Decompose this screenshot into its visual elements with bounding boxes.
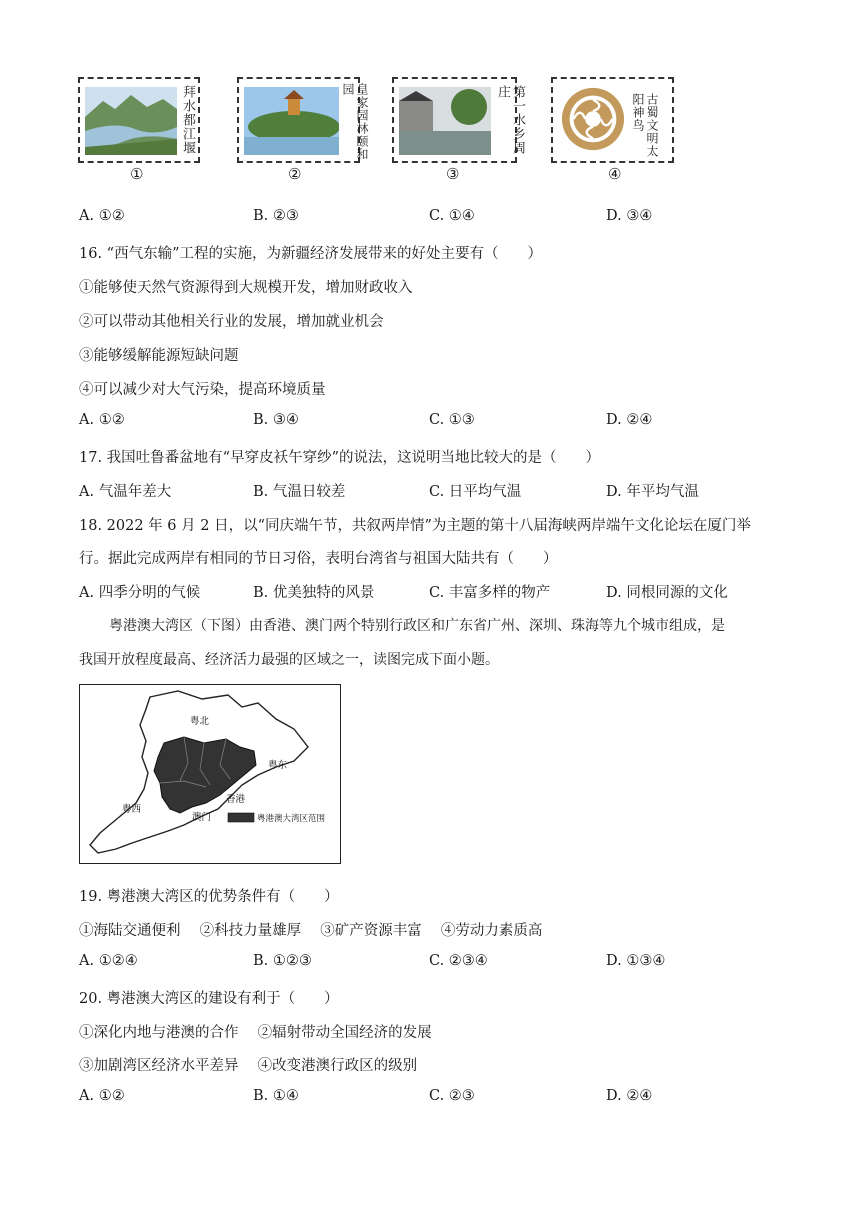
- picture-card-1: [78, 77, 200, 163]
- sun-bird-emblem: [558, 85, 628, 153]
- q16-item-3: ③能够缓解能源短缺问题: [79, 348, 239, 364]
- q16-option-c: C. ①③: [429, 412, 475, 428]
- q18-option-d: D. 同根同源的文化: [606, 585, 728, 601]
- q17-option-b: B. 气温日较差: [253, 484, 346, 500]
- passage-line-1: 粤港澳大湾区（下图）由香港、澳门两个特别行政区和广东省广州、深圳、珠海等九个城市组成，是: [109, 618, 725, 634]
- q18-option-c: C. 丰富多样的物产: [429, 585, 551, 601]
- q20-option-b: B. ①④: [253, 1088, 299, 1104]
- guangdong-map-graphic: [80, 685, 339, 862]
- picture-card-2: [237, 77, 369, 163]
- q20-stem: 20. 粤港澳大湾区的建设有利于（ ）: [79, 991, 339, 1007]
- card-4-number: ④: [608, 165, 622, 183]
- card-3-number: ③: [446, 165, 460, 183]
- q15-option-a: A. ①②: [79, 208, 125, 224]
- card-1-number: ①: [130, 165, 144, 183]
- river-landscape-photo: [85, 87, 177, 155]
- q15-option-c: C. ①④: [429, 208, 475, 224]
- q20-items-line-1: ①深化内地与港澳的合作 ②辐射带动全国经济的发展: [79, 1025, 432, 1041]
- q20-option-c: C. ②③: [429, 1088, 475, 1104]
- q15-option-b: B. ②③: [253, 208, 299, 224]
- q16-option-a: A. ①②: [79, 412, 125, 428]
- card-1-label: 拜水都江堰: [180, 85, 195, 155]
- map-label-xianggang: 香港: [226, 794, 246, 805]
- q18-option-a: A. 四季分明的气候: [79, 585, 201, 601]
- q17-stem: 17. 我国吐鲁番盆地有“早穿皮袄午穿纱”的说法，这说明当地比较大的是（ ）: [79, 450, 600, 466]
- q15-option-d: D. ③④: [606, 208, 653, 224]
- q16-option-b: B. ③④: [253, 412, 299, 428]
- q16-stem: 16. “西气东输”工程的实施，为新疆经济发展带来的好处主要有（ ）: [79, 246, 542, 262]
- q19-option-d: D. ①③④: [606, 953, 666, 969]
- q20-option-a: A. ①②: [79, 1088, 125, 1104]
- q19-items: ①海陆交通便利 ②科技力量雄厚 ③矿产资源丰富 ④劳动力素质高: [79, 923, 543, 939]
- q18-option-b: B. 优美独特的风景: [253, 585, 375, 601]
- map-label-aomen: 澳门: [192, 812, 212, 823]
- bay-area-map: [79, 684, 341, 864]
- water-town-photo: [399, 87, 491, 155]
- q17-option-a: A. 气温年差大: [79, 484, 172, 500]
- passage-line-2: 我国开放程度最高、经济活力最强的区域之一，读图完成下面小题。: [79, 652, 499, 668]
- q19-option-a: A. ①②④: [79, 953, 138, 969]
- card-4-label: 古蜀文明太阳神鸟: [631, 93, 659, 158]
- map-label-yuexi: 粤西: [122, 804, 142, 815]
- q20-items-line-2: ③加剧湾区经济水平差异 ④改变港澳行政区的级别: [79, 1058, 418, 1074]
- map-label-yuebei: 粤北: [190, 716, 210, 727]
- q19-option-b: B. ①②③: [253, 953, 312, 969]
- card-2-label: 皇家园林颐和园: [341, 83, 369, 161]
- summer-palace-photo: [244, 87, 339, 155]
- q17-option-c: C. 日平均气温: [429, 484, 522, 500]
- picture-card-4: [551, 77, 674, 163]
- card-3-label: 第一水乡周庄: [495, 85, 525, 155]
- q20-option-d: D. ②④: [606, 1088, 653, 1104]
- q16-item-2: ②可以带动其他相关行业的发展，增加就业机会: [79, 314, 384, 330]
- q19-option-c: C. ②③④: [429, 953, 488, 969]
- card-2-number: ②: [288, 165, 302, 183]
- map-legend-label: 粤港澳大湾区范围: [257, 814, 326, 824]
- q19-stem: 19. 粤港澳大湾区的优势条件有（ ）: [79, 889, 339, 905]
- q17-option-d: D. 年平均气温: [606, 484, 699, 500]
- map-label-yuedong: 粤东: [268, 760, 288, 771]
- q18-stem-line-1: 18. 2022 年 6 月 2 日，以“同庆端午节，共叙两岸情”为主题的第十八届海峡两岸端午文化论坛在厦门举: [79, 518, 751, 534]
- picture-card-3: [392, 77, 525, 163]
- q16-option-d: D. ②④: [606, 412, 653, 428]
- q16-item-4: ④可以减少对大气污染，提高环境质量: [79, 382, 326, 398]
- q16-item-1: ①能够使天然气资源得到大规模开发，增加财政收入: [79, 280, 413, 296]
- q18-stem-line-2: 行。据此完成两岸有相同的节日习俗，表明台湾省与祖国大陆共有（ ）: [79, 551, 558, 567]
